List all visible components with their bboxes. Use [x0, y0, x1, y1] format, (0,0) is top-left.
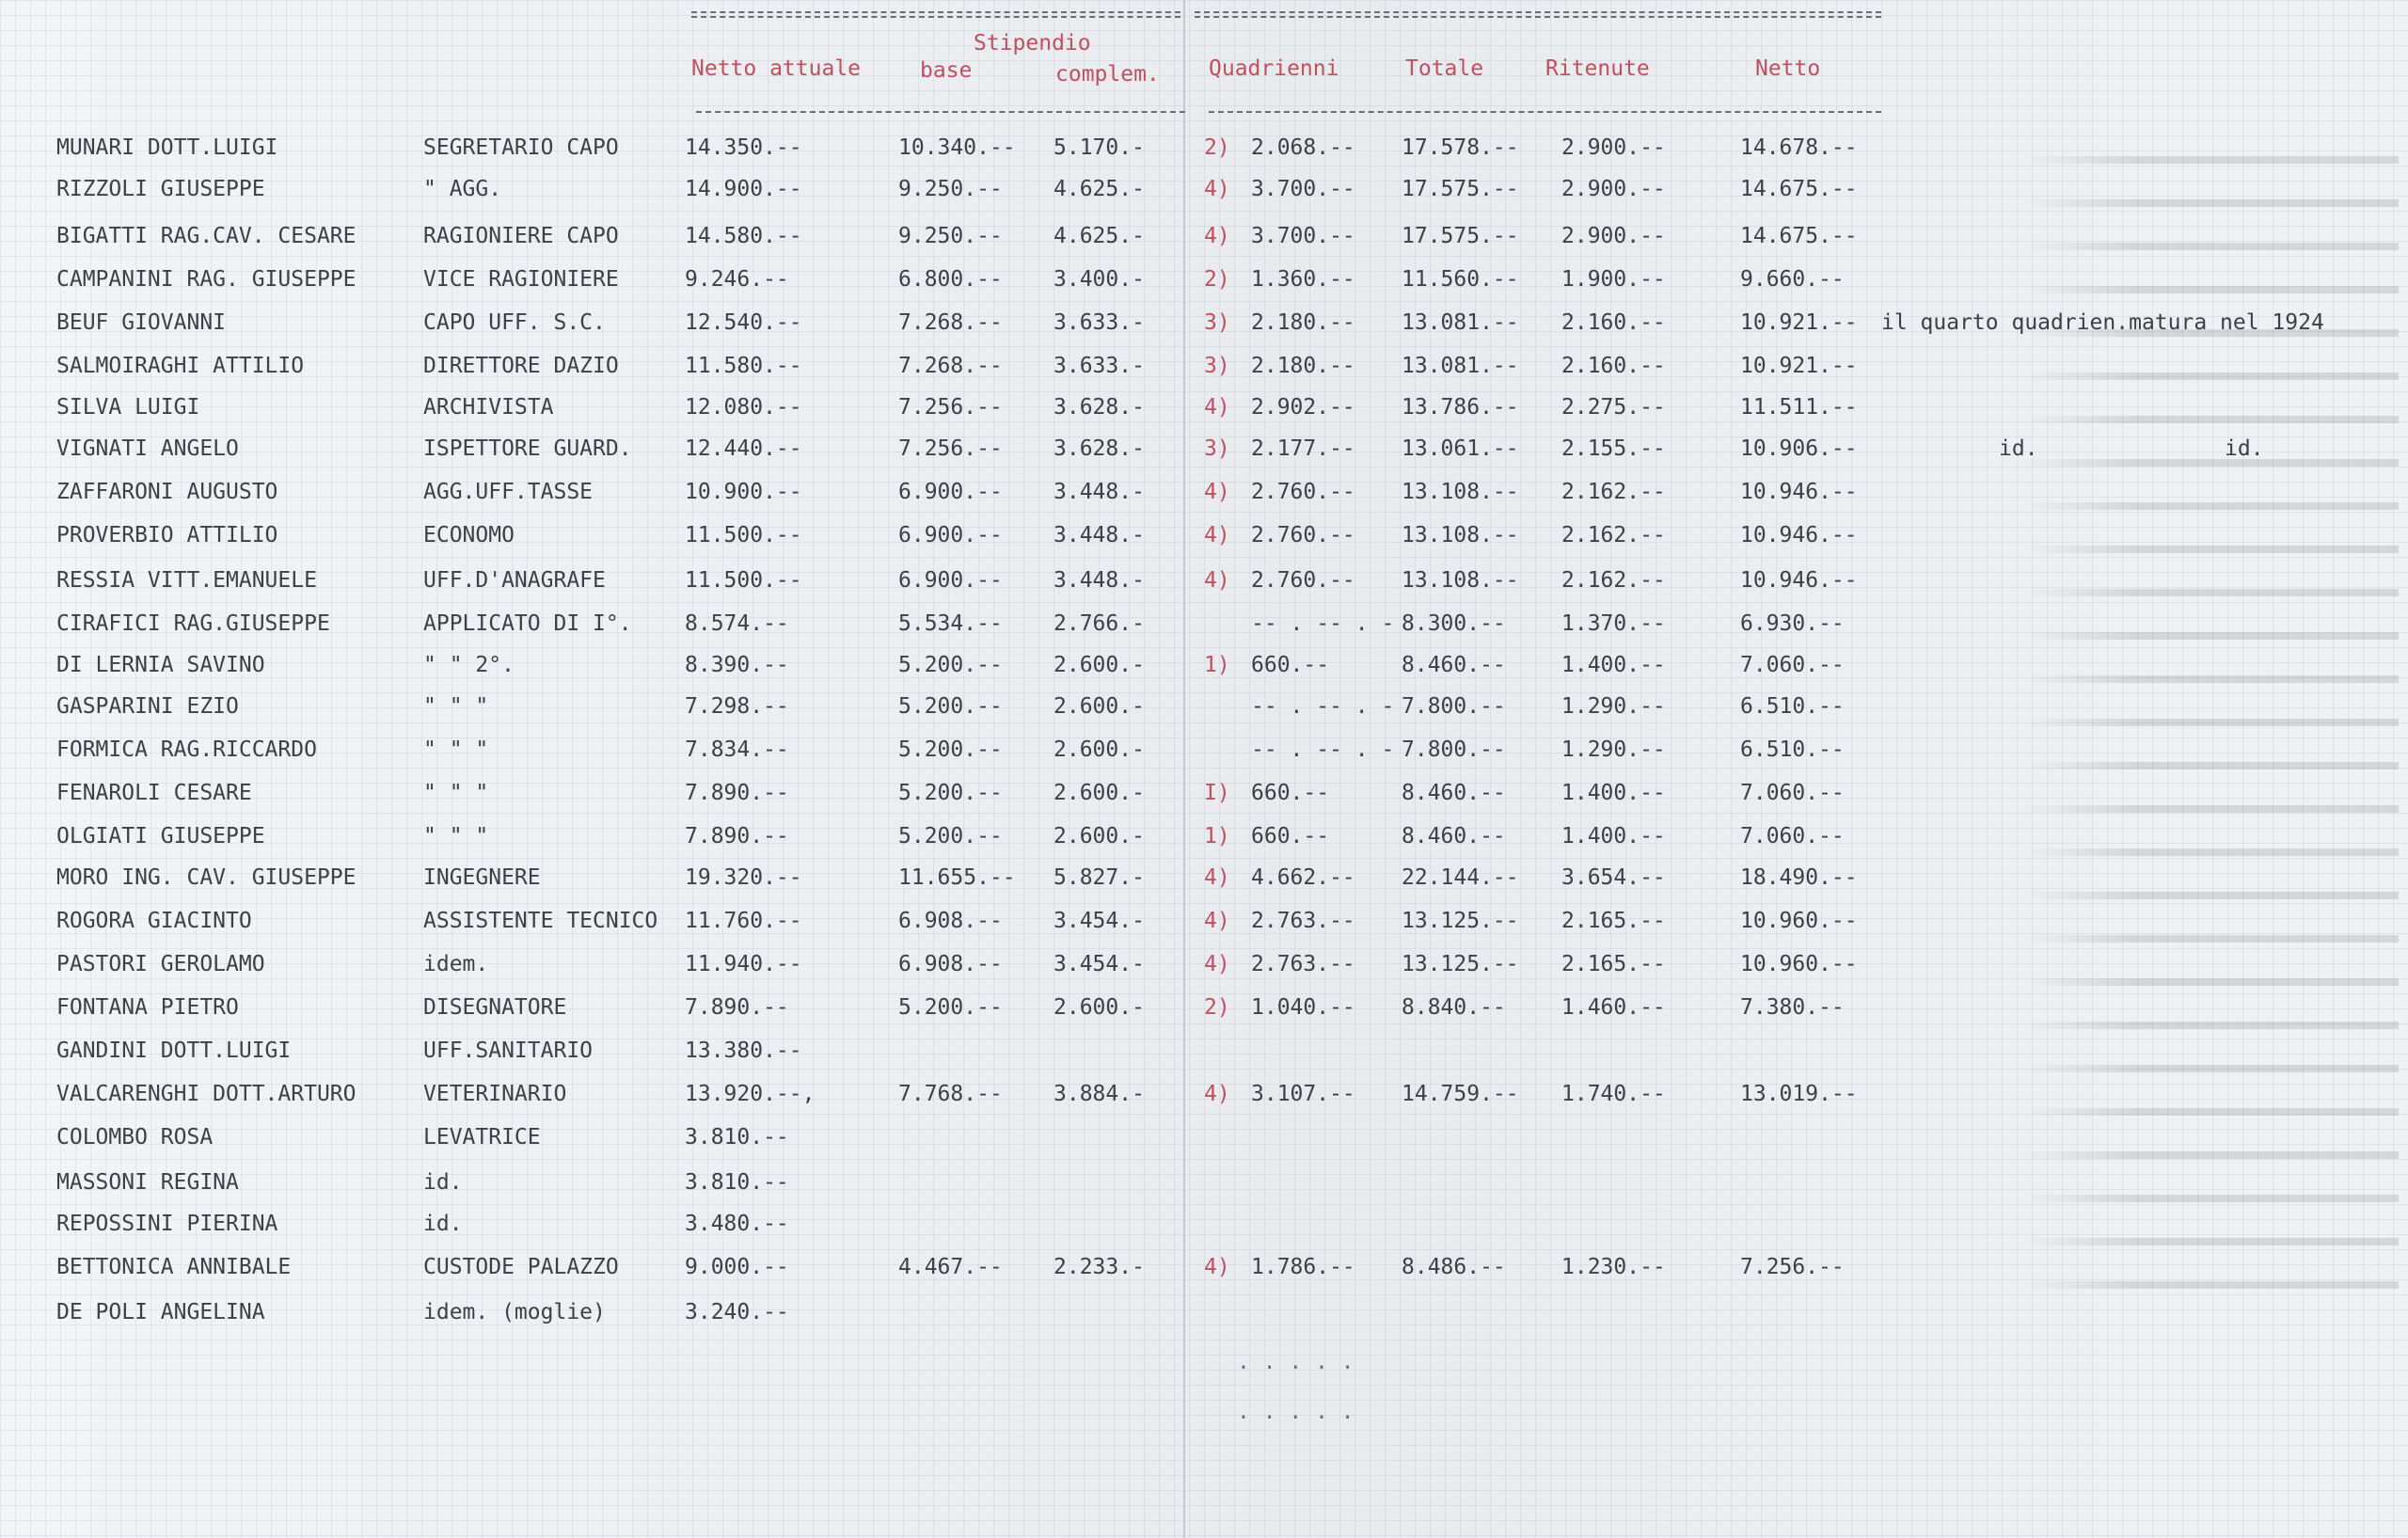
- cell-netto-attuale: 8.390.--: [685, 653, 789, 677]
- cell-qidx: 4): [1204, 224, 1230, 248]
- header-totale: Totale: [1405, 56, 1484, 81]
- table-row: [0, 737, 2408, 779]
- cell-name: ZAFFARONI AUGUSTO: [56, 480, 278, 504]
- cell-name: DE POLI ANGELINA: [56, 1300, 265, 1324]
- cell-netto: 11.511.--: [1740, 395, 1858, 420]
- table-row: [0, 1212, 2408, 1253]
- cell-qidx: I): [1204, 781, 1230, 805]
- cell-quadrienni: 2.763.--: [1251, 909, 1355, 933]
- cell-qidx: 4): [1204, 952, 1230, 976]
- cell-base: 5.200.--: [898, 653, 1003, 677]
- header-base: base: [920, 58, 973, 83]
- cell-netto: 6.510.--: [1740, 694, 1845, 719]
- cell-totale: 7.800.--: [1402, 737, 1506, 762]
- cell-role: ASSISTENTE TECNICO: [423, 909, 658, 933]
- cell-complem: 3.454.-: [1054, 952, 1145, 976]
- cell-ritenute: 2.275.--: [1561, 395, 1666, 420]
- cell-netto: 10.921.--: [1740, 354, 1858, 378]
- table-row: [0, 436, 2408, 478]
- cell-base: 4.467.--: [898, 1255, 1003, 1279]
- cell-qidx: 1): [1204, 824, 1230, 848]
- cell-base: 5.534.--: [898, 611, 1003, 636]
- table-row: [0, 824, 2408, 865]
- cell-base: 6.800.--: [898, 267, 1003, 292]
- cell-netto-attuale: 11.940.--: [685, 952, 802, 976]
- cell-role: ISPETTORE GUARD.: [423, 436, 632, 461]
- cell-totale: 13.108.--: [1402, 523, 1519, 547]
- cell-role: idem.: [423, 952, 489, 976]
- cell-complem: 4.625.-: [1054, 224, 1145, 248]
- cell-role: VICE RAGIONIERE: [423, 267, 619, 292]
- cell-totale: 13.081.--: [1402, 354, 1519, 378]
- cell-name: FONTANA PIETRO: [56, 995, 239, 1020]
- cell-netto-attuale: 14.350.--: [685, 135, 802, 160]
- table-row: [0, 1170, 2408, 1212]
- cell-name: GASPARINI EZIO: [56, 694, 239, 719]
- cell-netto: 7.060.--: [1740, 653, 1845, 677]
- cell-base: 5.200.--: [898, 694, 1003, 719]
- cell-name: SILVA LUIGI: [56, 395, 200, 420]
- cell-quadrienni: 660.--: [1251, 824, 1330, 848]
- cell-base: 6.908.--: [898, 952, 1003, 976]
- cell-role: ECONOMO: [423, 523, 515, 547]
- cell-qidx: 4): [1204, 395, 1230, 420]
- cell-complem: 2.766.-: [1054, 611, 1145, 636]
- cell-quadrienni: -- . -- . -: [1251, 737, 1395, 762]
- cell-netto: 7.256.--: [1740, 1255, 1845, 1279]
- cell-name: CIRAFICI RAG.GIUSEPPE: [56, 611, 330, 636]
- table-row: [0, 909, 2408, 950]
- cell-netto: 10.946.--: [1740, 480, 1858, 504]
- cell-name: COLOMBO ROSA: [56, 1125, 214, 1150]
- cell-ritenute: 2.900.--: [1561, 177, 1666, 201]
- cell-complem: 2.600.-: [1054, 995, 1145, 1020]
- cell-complem: 4.625.-: [1054, 177, 1145, 201]
- cell-quadrienni: 1.040.--: [1251, 995, 1355, 1020]
- cell-role: DIRETTORE DAZIO: [423, 354, 619, 378]
- cell-ritenute: 2.162.--: [1561, 480, 1666, 504]
- cell-role: " " ": [423, 781, 489, 805]
- cell-idem-left: id.: [1999, 436, 2038, 461]
- cell-netto-attuale: 7.890.--: [685, 995, 789, 1020]
- cell-name: DI LERNIA SAVINO: [56, 653, 265, 677]
- cell-netto-attuale: 9.000.--: [685, 1255, 789, 1279]
- cell-role: CAPO UFF. S.C.: [423, 310, 606, 335]
- cell-totale: 8.460.--: [1402, 781, 1506, 805]
- cell-netto: 10.921.--: [1740, 310, 1858, 335]
- cell-netto-attuale: 11.760.--: [685, 909, 802, 933]
- cell-complem: 2.600.-: [1054, 694, 1145, 719]
- cell-totale: 13.125.--: [1402, 909, 1519, 933]
- header-complem: complem.: [1055, 62, 1160, 87]
- cell-role: APPLICATO DI I°.: [423, 611, 632, 636]
- cell-name: BIGATTI RAG.CAV. CESARE: [56, 224, 356, 248]
- cell-quadrienni: 3.700.--: [1251, 224, 1355, 248]
- cell-complem: 3.884.-: [1054, 1082, 1145, 1106]
- dot-placeholder-2: . . . . .: [1237, 1400, 1354, 1424]
- cell-role: CUSTODE PALAZZO: [423, 1255, 619, 1279]
- cell-name: REPOSSINI PIERINA: [56, 1212, 278, 1236]
- cell-qidx: 3): [1204, 354, 1230, 378]
- table-row: [0, 1082, 2408, 1123]
- cell-quadrienni: 2.763.--: [1251, 952, 1355, 976]
- cell-base: 7.268.--: [898, 310, 1003, 335]
- cell-ritenute: 1.400.--: [1561, 781, 1666, 805]
- cell-quadrienni: 4.662.--: [1251, 865, 1355, 890]
- cell-netto: 9.660.--: [1740, 267, 1845, 292]
- cell-ritenute: 2.900.--: [1561, 224, 1666, 248]
- cell-quadrienni: -- . -- . -: [1251, 611, 1395, 636]
- cell-base: 9.250.--: [898, 177, 1003, 201]
- cell-totale: 22.144.--: [1402, 865, 1519, 890]
- cell-name: ROGORA GIACINTO: [56, 909, 252, 933]
- table-row: [0, 611, 2408, 653]
- cell-role: id.: [423, 1170, 463, 1195]
- cell-base: 5.200.--: [898, 737, 1003, 762]
- cell-quadrienni: 2.760.--: [1251, 523, 1355, 547]
- cell-role: DISEGNATORE: [423, 995, 567, 1020]
- cell-netto-attuale: 11.500.--: [685, 568, 802, 593]
- cell-netto-attuale: 3.240.--: [685, 1300, 789, 1324]
- cell-role: idem. (moglie): [423, 1300, 606, 1324]
- cell-netto-attuale: 12.540.--: [685, 310, 802, 335]
- cell-base: 6.900.--: [898, 480, 1003, 504]
- cell-role: UFF.D'ANAGRAFE: [423, 568, 606, 593]
- top-rule-right-2: [1195, 16, 1881, 18]
- table-row: [0, 952, 2408, 993]
- cell-netto-attuale: 9.246.--: [685, 267, 789, 292]
- cell-netto-attuale: 11.580.--: [685, 354, 802, 378]
- cell-totale: 13.125.--: [1402, 952, 1519, 976]
- cell-role: AGG.UFF.TASSE: [423, 480, 594, 504]
- table-row: [0, 568, 2408, 610]
- table-row: [0, 135, 2408, 177]
- cell-qidx: 2): [1204, 267, 1230, 292]
- cell-qidx: 4): [1204, 1255, 1230, 1279]
- cell-ritenute: 1.460.--: [1561, 995, 1666, 1020]
- cell-qidx: 4): [1204, 177, 1230, 201]
- cell-base: 11.655.--: [898, 865, 1016, 890]
- top-rule-left: [691, 11, 1180, 13]
- cell-role: SEGRETARIO CAPO: [423, 135, 619, 160]
- table-row: [0, 354, 2408, 395]
- cell-qidx: 1): [1204, 653, 1230, 677]
- cell-totale: 8.486.--: [1402, 1255, 1506, 1279]
- cell-name: BEUF GIOVANNI: [56, 310, 227, 335]
- cell-ritenute: 1.290.--: [1561, 694, 1666, 719]
- cell-ritenute: 1.230.--: [1561, 1255, 1666, 1279]
- cell-name: MASSONI REGINA: [56, 1170, 239, 1195]
- cell-note: il quarto quadrien.matura nel 1924: [1881, 310, 2324, 335]
- cell-totale: 13.108.--: [1402, 568, 1519, 593]
- cell-qidx: 3): [1204, 436, 1230, 461]
- cell-base: 7.256.--: [898, 436, 1003, 461]
- cell-name: BETTONICA ANNIBALE: [56, 1255, 292, 1279]
- cell-quadrienni: 3.107.--: [1251, 1082, 1355, 1106]
- cell-name: RIZZOLI GIUSEPPE: [56, 177, 265, 201]
- header-netto-attuale: Netto attuale: [691, 56, 862, 81]
- cell-totale: 8.300.--: [1402, 611, 1506, 636]
- cell-complem: 5.827.-: [1054, 865, 1145, 890]
- cell-totale: 7.800.--: [1402, 694, 1506, 719]
- cell-ritenute: 2.160.--: [1561, 310, 1666, 335]
- cell-totale: 13.108.--: [1402, 480, 1519, 504]
- cell-netto: 18.490.--: [1740, 865, 1858, 890]
- cell-netto: 6.930.--: [1740, 611, 1845, 636]
- cell-base: 5.200.--: [898, 995, 1003, 1020]
- cell-netto: 10.946.--: [1740, 568, 1858, 593]
- cell-netto-attuale: 3.480.--: [685, 1212, 789, 1236]
- cell-netto: 7.060.--: [1740, 781, 1845, 805]
- cell-netto-attuale: 14.580.--: [685, 224, 802, 248]
- cell-totale: 8.460.--: [1402, 653, 1506, 677]
- dot-placeholder-1: . . . . .: [1237, 1350, 1354, 1374]
- cell-qidx: 2): [1204, 995, 1230, 1020]
- table-row: [0, 1255, 2408, 1296]
- cell-quadrienni: 2.177.--: [1251, 436, 1355, 461]
- cell-netto-attuale: 13.380.--: [685, 1039, 802, 1063]
- cell-netto-attuale: 11.500.--: [685, 523, 802, 547]
- cell-quadrienni: 3.700.--: [1251, 177, 1355, 201]
- cell-totale: 8.840.--: [1402, 995, 1506, 1020]
- cell-quadrienni: 2.068.--: [1251, 135, 1355, 160]
- cell-netto: 10.960.--: [1740, 952, 1858, 976]
- cell-complem: 2.600.-: [1054, 653, 1145, 677]
- cell-ritenute: 1.400.--: [1561, 653, 1666, 677]
- cell-base: 7.768.--: [898, 1082, 1003, 1106]
- cell-role: ARCHIVISTA: [423, 395, 554, 420]
- cell-complem: 3.628.-: [1054, 436, 1145, 461]
- cell-qidx: 4): [1204, 568, 1230, 593]
- cell-netto: 7.380.--: [1740, 995, 1845, 1020]
- header-rule-right: [1209, 111, 1881, 113]
- cell-ritenute: 1.290.--: [1561, 737, 1666, 762]
- cell-name: PROVERBIO ATTILIO: [56, 523, 278, 547]
- cell-role: LEVATRICE: [423, 1125, 541, 1150]
- table-row: [0, 395, 2408, 436]
- table-row: [0, 177, 2408, 218]
- cell-netto-attuale: 7.298.--: [685, 694, 789, 719]
- cell-name: GANDINI DOTT.LUIGI: [56, 1039, 292, 1063]
- cell-netto: 7.060.--: [1740, 824, 1845, 848]
- cell-netto-attuale: 7.834.--: [685, 737, 789, 762]
- cell-name: OLGIATI GIUSEPPE: [56, 824, 265, 848]
- cell-complem: 3.448.-: [1054, 480, 1145, 504]
- cell-ritenute: 2.160.--: [1561, 354, 1666, 378]
- cell-name: RESSIA VITT.EMANUELE: [56, 568, 317, 593]
- cell-ritenute: 2.162.--: [1561, 523, 1666, 547]
- cell-netto: 6.510.--: [1740, 737, 1845, 762]
- cell-base: 5.200.--: [898, 781, 1003, 805]
- table-row: [0, 1125, 2408, 1166]
- cell-netto: 14.678.--: [1740, 135, 1858, 160]
- table-row: [0, 310, 2408, 352]
- cell-complem: 3.448.-: [1054, 568, 1145, 593]
- cell-qidx: 4): [1204, 523, 1230, 547]
- top-rule-left-2: [691, 16, 1180, 18]
- table-row: [0, 1039, 2408, 1080]
- cell-quadrienni: 2.760.--: [1251, 480, 1355, 504]
- cell-name: MUNARI DOTT.LUIGI: [56, 135, 278, 160]
- cell-quadrienni: 2.180.--: [1251, 354, 1355, 378]
- cell-role: id.: [423, 1212, 463, 1236]
- cell-totale: 8.460.--: [1402, 824, 1506, 848]
- cell-idem-right: id.: [2225, 436, 2264, 461]
- cell-base: 10.340.--: [898, 135, 1016, 160]
- header-stipendio: Stipendio: [974, 31, 1091, 55]
- cell-netto: 10.906.--: [1740, 436, 1858, 461]
- cell-netto-attuale: 19.320.--: [685, 865, 802, 890]
- cell-complem: 3.448.-: [1054, 523, 1145, 547]
- cell-ritenute: 1.400.--: [1561, 824, 1666, 848]
- cell-complem: 3.400.-: [1054, 267, 1145, 292]
- cell-totale: 17.575.--: [1402, 177, 1519, 201]
- top-rule-right: [1195, 11, 1881, 13]
- cell-name: MORO ING. CAV. GIUSEPPE: [56, 865, 356, 890]
- cell-role: " AGG.: [423, 177, 502, 201]
- cell-qidx: 4): [1204, 1082, 1230, 1106]
- cell-base: 6.900.--: [898, 523, 1003, 547]
- cell-name: SALMOIRAGHI ATTILIO: [56, 354, 305, 378]
- cell-ritenute: 2.900.--: [1561, 135, 1666, 160]
- cell-role: VETERINARIO: [423, 1082, 567, 1106]
- cell-ritenute: 2.155.--: [1561, 436, 1666, 461]
- cell-role: " " ": [423, 737, 489, 762]
- cell-complem: 2.600.-: [1054, 824, 1145, 848]
- cell-quadrienni: 1.786.--: [1251, 1255, 1355, 1279]
- cell-netto-attuale: 12.080.--: [685, 395, 802, 420]
- cell-totale: 14.759.--: [1402, 1082, 1519, 1106]
- cell-base: 7.256.--: [898, 395, 1003, 420]
- cell-qidx: 4): [1204, 480, 1230, 504]
- cell-totale: 11.560.--: [1402, 267, 1519, 292]
- header-ritenute: Ritenute: [1545, 56, 1650, 81]
- header-quadrienni: Quadrienni: [1209, 56, 1339, 81]
- cell-complem: 3.454.-: [1054, 909, 1145, 933]
- cell-ritenute: 1.740.--: [1561, 1082, 1666, 1106]
- cell-ritenute: 1.900.--: [1561, 267, 1666, 292]
- cell-netto-attuale: 14.900.--: [685, 177, 802, 201]
- cell-role: INGEGNERE: [423, 865, 541, 890]
- cell-netto: 13.019.--: [1740, 1082, 1858, 1106]
- cell-netto: 10.946.--: [1740, 523, 1858, 547]
- cell-netto-attuale: 13.920.--,: [685, 1082, 816, 1106]
- header-rule-left: [696, 111, 1185, 113]
- header-netto: Netto: [1755, 56, 1821, 81]
- table-row: [0, 653, 2408, 694]
- cell-totale: 17.578.--: [1402, 135, 1519, 160]
- cell-netto-attuale: 8.574.--: [685, 611, 789, 636]
- cell-complem: 2.233.-: [1054, 1255, 1145, 1279]
- cell-netto: 10.960.--: [1740, 909, 1858, 933]
- table-row: [0, 267, 2408, 309]
- cell-quadrienni: 2.902.--: [1251, 395, 1355, 420]
- cell-quadrienni: 660.--: [1251, 781, 1330, 805]
- cell-name: FENAROLI CESARE: [56, 781, 252, 805]
- cell-role: " " ": [423, 824, 489, 848]
- cell-qidx: 2): [1204, 135, 1230, 160]
- cell-quadrienni: 660.--: [1251, 653, 1330, 677]
- cell-complem: 5.170.-: [1054, 135, 1145, 160]
- cell-totale: 13.061.--: [1402, 436, 1519, 461]
- cell-base: 7.268.--: [898, 354, 1003, 378]
- cell-complem: 3.628.-: [1054, 395, 1145, 420]
- cell-qidx: 3): [1204, 310, 1230, 335]
- cell-netto-attuale: 10.900.--: [685, 480, 802, 504]
- table-row: [0, 224, 2408, 265]
- cell-qidx: 4): [1204, 865, 1230, 890]
- cell-name: PASTORI GEROLAMO: [56, 952, 265, 976]
- cell-role: RAGIONIERE CAPO: [423, 224, 619, 248]
- cell-base: 6.900.--: [898, 568, 1003, 593]
- cell-quadrienni: 1.360.--: [1251, 267, 1355, 292]
- cell-complem: 2.600.-: [1054, 737, 1145, 762]
- cell-quadrienni: 2.180.--: [1251, 310, 1355, 335]
- cell-netto-attuale: 12.440.--: [685, 436, 802, 461]
- cell-ritenute: 2.165.--: [1561, 952, 1666, 976]
- cell-totale: 13.081.--: [1402, 310, 1519, 335]
- cell-quadrienni: 2.760.--: [1251, 568, 1355, 593]
- cell-ritenute: 2.162.--: [1561, 568, 1666, 593]
- cell-role: " " 2°.: [423, 653, 515, 677]
- cell-name: FORMICA RAG.RICCARDO: [56, 737, 317, 762]
- cell-netto-attuale: 7.890.--: [685, 781, 789, 805]
- table-row: [0, 1300, 2408, 1341]
- cell-name: CAMPANINI RAG. GIUSEPPE: [56, 267, 356, 292]
- table-row: [0, 781, 2408, 822]
- cell-complem: 3.633.-: [1054, 354, 1145, 378]
- cell-totale: 13.786.--: [1402, 395, 1519, 420]
- cell-netto: 14.675.--: [1740, 224, 1858, 248]
- cell-totale: 17.575.--: [1402, 224, 1519, 248]
- cell-name: VALCARENGHI DOTT.ARTURO: [56, 1082, 356, 1106]
- cell-complem: 2.600.-: [1054, 781, 1145, 805]
- cell-base: 6.908.--: [898, 909, 1003, 933]
- cell-base: 5.200.--: [898, 824, 1003, 848]
- cell-qidx: 4): [1204, 909, 1230, 933]
- cell-netto: 14.675.--: [1740, 177, 1858, 201]
- cell-ritenute: 1.370.--: [1561, 611, 1666, 636]
- cell-ritenute: 2.165.--: [1561, 909, 1666, 933]
- cell-base: 9.250.--: [898, 224, 1003, 248]
- table-row: [0, 995, 2408, 1037]
- cell-complem: 3.633.-: [1054, 310, 1145, 335]
- cell-quadrienni: -- . -- . -: [1251, 694, 1395, 719]
- cell-ritenute: 3.654.--: [1561, 865, 1666, 890]
- cell-role: " " ": [423, 694, 489, 719]
- cell-name: VIGNATI ANGELO: [56, 436, 239, 461]
- cell-netto-attuale: 3.810.--: [685, 1125, 789, 1150]
- cell-role: UFF.SANITARIO: [423, 1039, 594, 1063]
- table-row: [0, 694, 2408, 736]
- table-row: [0, 480, 2408, 521]
- table-row: [0, 865, 2408, 907]
- table-row: [0, 523, 2408, 564]
- cell-netto-attuale: 3.810.--: [685, 1170, 789, 1195]
- cell-netto-attuale: 7.890.--: [685, 824, 789, 848]
